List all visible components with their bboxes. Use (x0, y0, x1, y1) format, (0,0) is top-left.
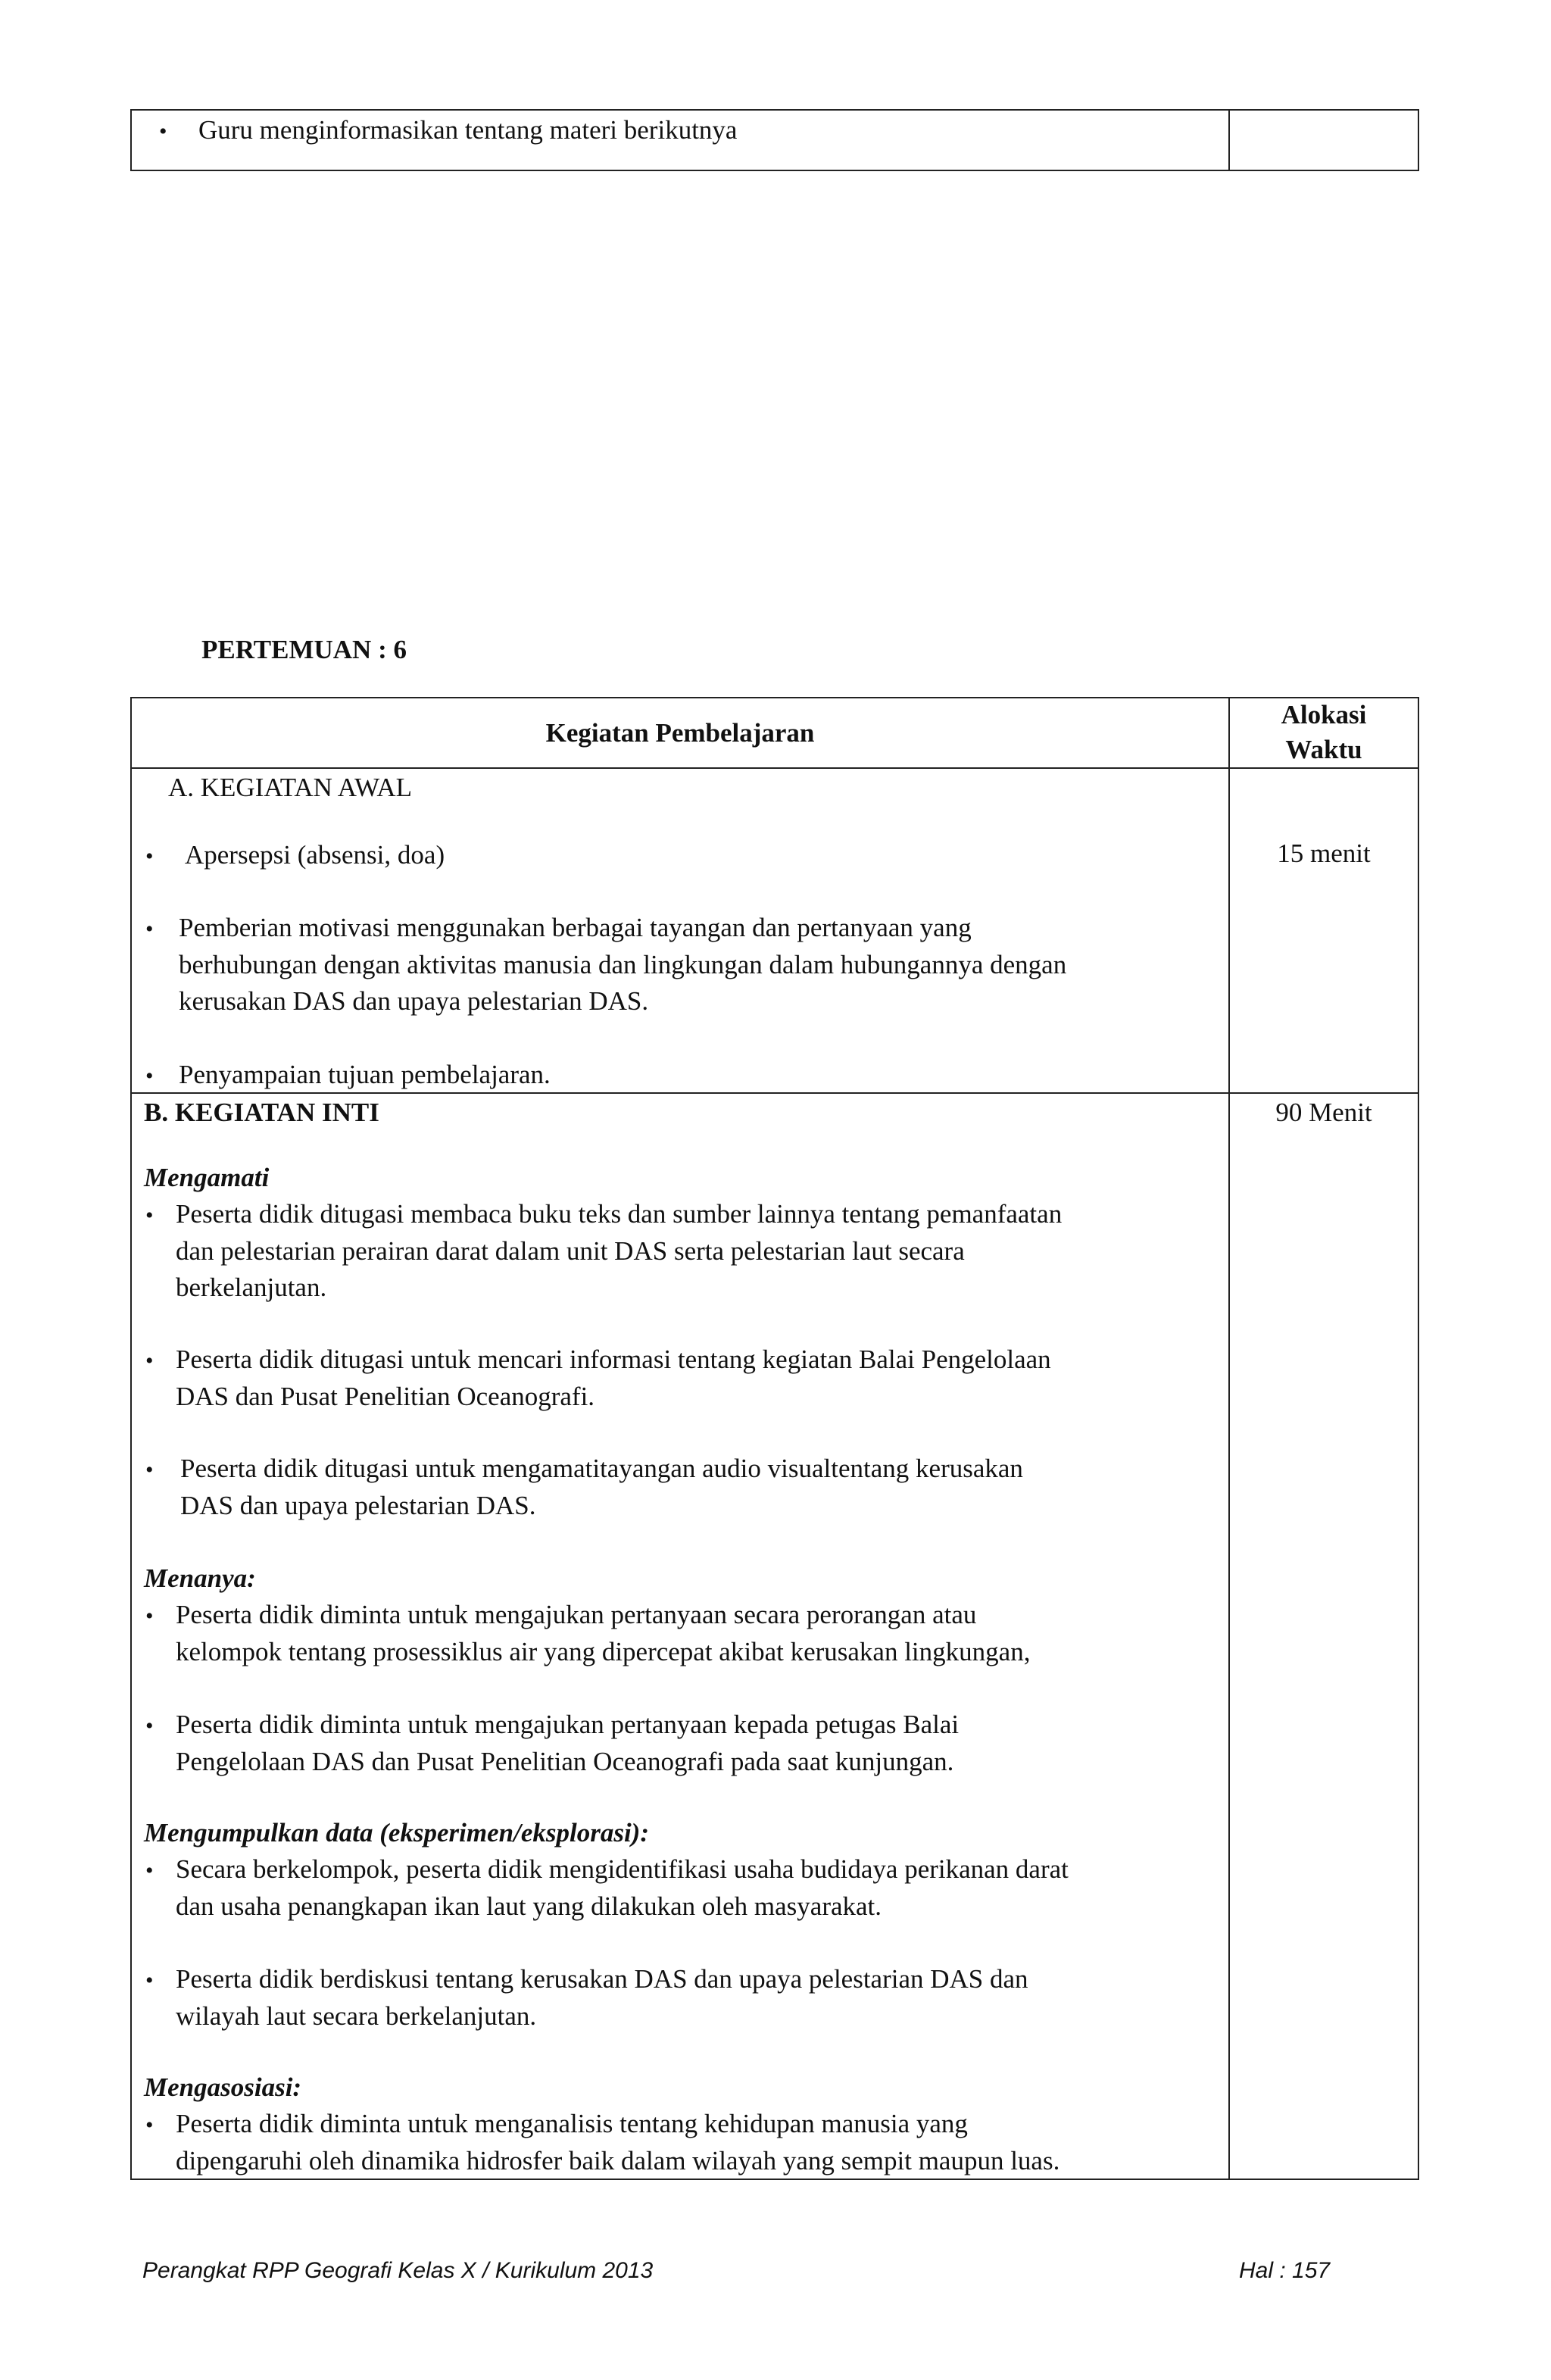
section-awal-heading: A. KEGIATAN AWAL (168, 773, 412, 802)
awal-item-1-line-1: Apersepsi (absensi, doa) (185, 840, 445, 870)
bullet-icon: • (145, 1457, 154, 1482)
menanya-item-1-line-2: kelompok tentang prosessiklus air yang dipercepat akibat kerusakan lingkungan, (176, 1637, 1031, 1666)
mengamati-item-3-line-2: DAS dan upaya pelestarian DAS. (180, 1491, 536, 1520)
mengamati-item-3-line-1: Peserta didik ditugasi untuk mengamatitayangan audio visualtentang kerusakan (180, 1454, 1023, 1483)
mengamati-item-1-line-3: berkelanjutan. (176, 1273, 327, 1302)
top-table-text: Guru menginformasikan tentang materi berikutnya (198, 115, 738, 145)
bullet-icon: • (145, 1968, 154, 1993)
mengamati-item-1-line-1: Peserta didik ditugasi membaca buku teks dan sumber lainnya tentang pemanfaatan (176, 1199, 1063, 1229)
table-column-divider (1228, 697, 1230, 2180)
bullet-icon: • (145, 2113, 154, 2138)
menanya-item-1-line-1: Peserta didik diminta untuk mengajukan pertanyaan secara perorangan atau (176, 1600, 977, 1629)
mengumpulkan-item-2-line-1: Peserta didik berdiskusi tentang kerusakan DAS dan upaya pelestarian DAS dan (176, 1964, 1028, 1994)
bullet-icon: • (145, 917, 154, 942)
mengumpulkan-item-1-line-1: Secara berkelompok, peserta didik mengidentifikasi usaha budidaya perikanan darat (176, 1854, 1069, 1884)
mengasosiasi-label: Mengasosiasi: (144, 2072, 302, 2102)
header-time-line1: Alokasi (1281, 700, 1367, 729)
mengumpulkan-item-1-line-2: dan usaha penangkapan ikan laut yang dilakukan oleh masyarakat. (176, 1891, 882, 1921)
bullet-icon: • (145, 1203, 154, 1228)
menanya-item-2-line-2: Pengelolaan DAS dan Pusat Penelitian Oceanografi pada saat kunjungan. (176, 1747, 954, 1776)
bullet-icon: • (145, 844, 154, 869)
header-time-line2: Waktu (1285, 735, 1362, 764)
mengumpulkan-item-2-line-2: wilayah laut secara berkelanjutan. (176, 2001, 537, 2031)
section-inti-heading: B. KEGIATAN INTI (144, 1098, 379, 1127)
awal-time: 15 menit (1277, 839, 1371, 868)
table-header-divider (130, 767, 1419, 769)
mengasosiasi-item-1-line-1: Peserta didik diminta untuk menganalisis tentang kehidupan manusia yang (176, 2109, 968, 2138)
mengamati-item-2-line-2: DAS dan Pusat Penelitian Oceanografi. (176, 1382, 595, 1411)
inti-time: 90 Menit (1275, 1098, 1372, 1127)
top-table-divider (1228, 109, 1230, 171)
bullet-icon: • (145, 1348, 154, 1373)
bullet-icon: • (145, 1713, 154, 1738)
footer-title: Perangkat RPP Geografi Kelas X / Kurikulum 2013 (142, 2258, 654, 2283)
mengamati-item-2-line-1: Peserta didik ditugasi untuk mencari informasi tentang kegiatan Balai Pengelolaan (176, 1345, 1051, 1374)
mengumpulkan-label: Mengumpulkan data (eksperimen/eksplorasi): (144, 1818, 649, 1847)
bullet-icon: • (145, 1604, 154, 1629)
menanya-item-2-line-1: Peserta didik diminta untuk mengajukan pertanyaan kepada petugas Balai (176, 1710, 960, 1739)
header-activity: Kegiatan Pembelajaran (545, 718, 815, 748)
awal-item-2-line-1: Pemberian motivasi menggunakan berbagai tayangan dan pertanyaan yang (179, 913, 972, 942)
awal-item-2-line-3: kerusakan DAS dan upaya pelestarian DAS. (179, 986, 649, 1016)
awal-item-3-line-1: Penyampaian tujuan pembelajaran. (179, 1060, 551, 1089)
footer-page-number: Hal : 157 (1239, 2258, 1331, 2283)
mengasosiasi-item-1-line-2: dipengaruhi oleh dinamika hidrosfer baik dalam wilayah yang sempit maupun luas. (176, 2146, 1060, 2175)
meeting-label: PERTEMUAN : 6 (201, 635, 407, 664)
mengamati-item-1-line-2: dan pelestarian perairan darat dalam unit DAS serta pelestarian laut secara (176, 1236, 965, 1266)
mengamati-label: Mengamati (144, 1163, 270, 1192)
bullet-icon: • (145, 1858, 154, 1883)
bullet-icon: • (159, 119, 167, 144)
awal-item-2-line-2: berhubungan dengan aktivitas manusia dan lingkungan dalam hubungannya dengan (179, 950, 1067, 979)
bullet-icon: • (145, 1064, 154, 1088)
menanya-label: Menanya: (144, 1563, 256, 1593)
